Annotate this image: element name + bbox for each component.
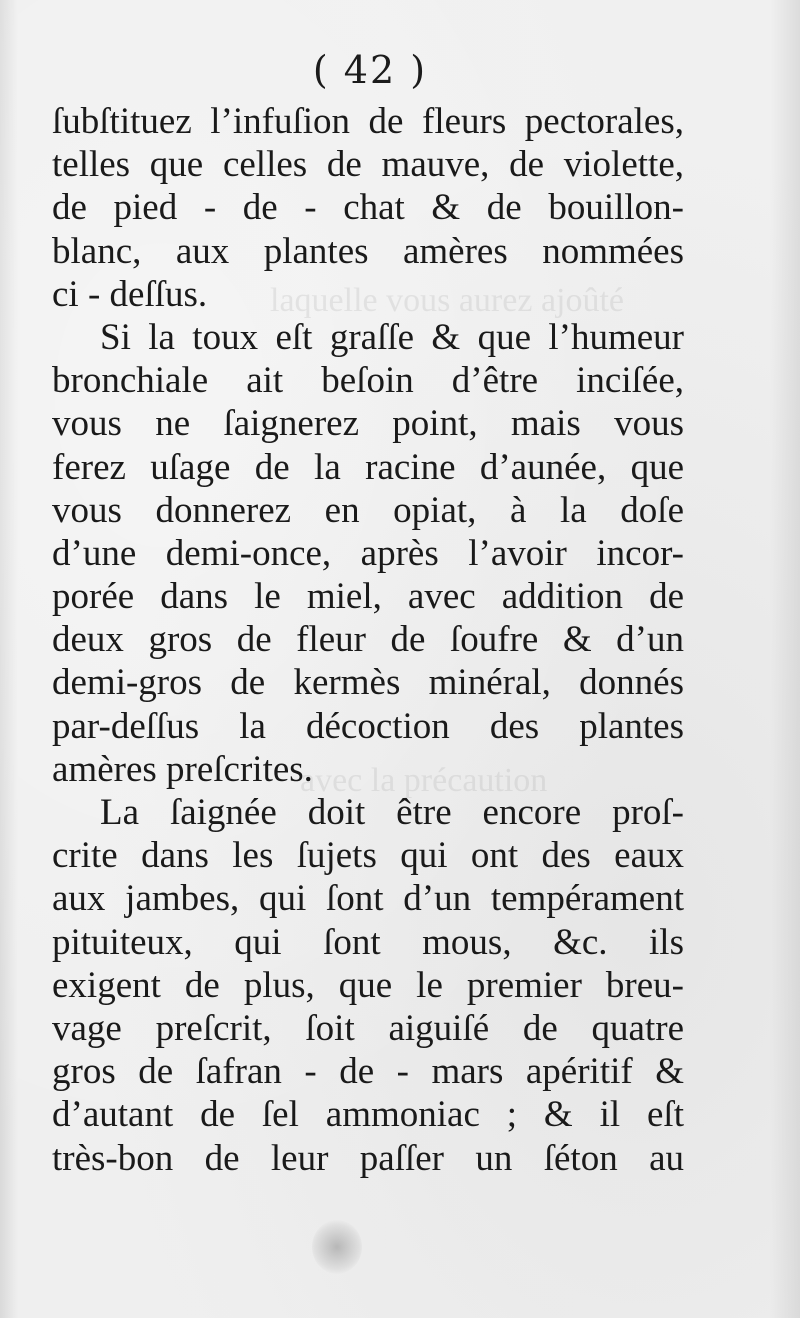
text-line: d’autant de ſel ammoniac ; & il eſt <box>52 1094 684 1136</box>
text-line: bronchiale ait beſoin d’être inciſée, <box>52 360 684 402</box>
text-line: telles que celles de mauve, de violette, <box>52 144 684 186</box>
bleed-through-text: avec la précaution <box>300 762 548 799</box>
text-line: deux gros de fleur de ſoufre & d’un <box>52 619 684 661</box>
text-line: de pied - de - chat & de bouillon- <box>52 187 684 229</box>
text-line: ferez uſage de la racine d’aunée, que <box>52 446 684 488</box>
text-line: vous ne ſaignerez point, mais vous <box>52 403 684 445</box>
ink-stain <box>312 1220 362 1274</box>
text-line: crite dans les ſujets qui ont des eaux <box>52 835 684 877</box>
text-line: aux jambes, qui ſont d’un tempérament <box>52 878 684 920</box>
page-number: ( 42 ) <box>312 48 428 92</box>
text-line: vous donnerez en opiat, à la doſe <box>52 489 684 531</box>
text-line: exigent de plus, que le premier breu- <box>52 964 684 1006</box>
text-line: La ſaignée doit être encore proſ- <box>100 792 684 833</box>
text-line: porée dans le miel, avec addition de <box>52 576 684 618</box>
text-line: d’une demi-once, après l’avoir incor- <box>52 532 684 574</box>
text-line: par-deſſus la décoction des plantes <box>52 705 684 747</box>
body-text <box>52 100 684 1180</box>
text-line: vage preſcrit, ſoit aiguiſé de quatre <box>52 1007 684 1049</box>
text-line: amères preſcrites. <box>52 748 313 790</box>
bleed-through-text: laquelle vous aurez ajoûté <box>270 282 625 319</box>
text-line: demi-gros de kermès minéral, donnés <box>52 662 684 704</box>
text-line: Si la toux eſt graſſe & que l’humeur <box>100 316 684 358</box>
text-line: gros de ſafran - de - mars apéritif & <box>52 1051 684 1093</box>
text-line: ſubſtituez l’infuſion de fleurs pectorales, <box>52 101 684 142</box>
text-line: ci - deſſus. <box>52 273 208 315</box>
text-line: pituiteux, qui ſont mous, &c. ils <box>52 921 684 963</box>
text-line: très-bon de leur paſſer un ſéton au <box>52 1137 684 1179</box>
text-line: blanc, aux plantes amères nommées <box>52 230 684 272</box>
